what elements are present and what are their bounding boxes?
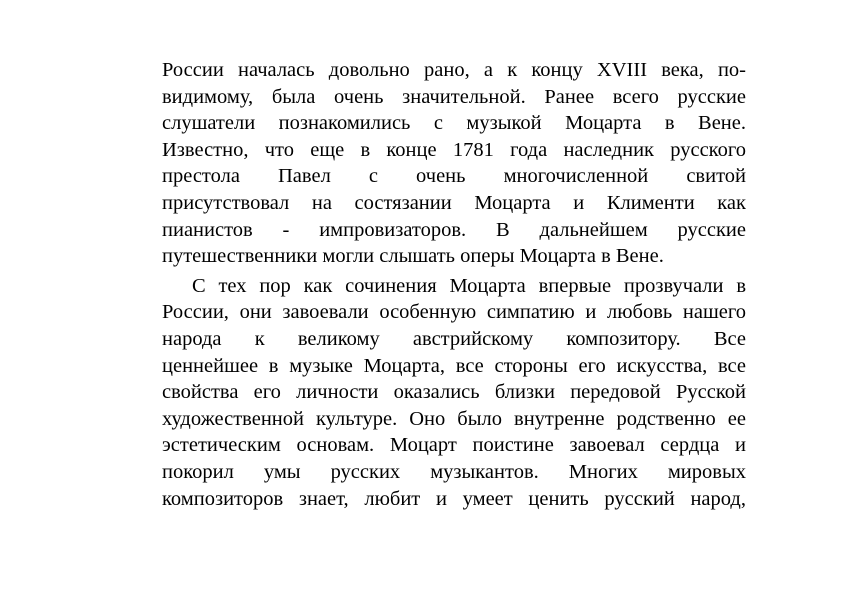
text-line: Известно, что еще в конце 1781 года наследник русского bbox=[162, 138, 746, 161]
text-line: свойства его личности оказались близки передовой Русской bbox=[162, 381, 746, 404]
text-line: художественной культуре. Оно было внутренне родственно ее bbox=[162, 407, 746, 430]
text-line: покорил умы русских музыкантов. Многих мировых bbox=[162, 460, 746, 483]
text-line: России, они завоевали особенную симпатию и любовь нашего bbox=[162, 301, 746, 324]
text-line: России началась довольно рано, а к концу XVIII века, по- bbox=[162, 59, 746, 81]
body-text bbox=[162, 57, 746, 512]
text-line: престола Павел с очень многочисленной свитой bbox=[162, 165, 746, 188]
text-line: ценнейшее в музыке Моцарта, все стороны его искусства, все bbox=[162, 354, 746, 377]
text-line: видимому, была очень значительной. Ранее всего русские bbox=[162, 85, 746, 108]
text-line: пианистов - импровизаторов. В дальнейшем русские bbox=[162, 218, 746, 241]
paragraph-1 bbox=[162, 57, 746, 270]
text-line: композиторов знает, любит и умеет ценить русский народ, bbox=[162, 487, 746, 510]
paragraph-2 bbox=[162, 273, 746, 512]
text-line: народа к великому австрийскому композитору. Все bbox=[162, 327, 746, 350]
text-line: эстетическим основам. Моцарт поистине завоевал сердца и bbox=[162, 434, 746, 457]
text-line: слушатели познакомились с музыкой Моцарта в Вене. bbox=[162, 112, 746, 135]
text-line: путешественники могли слышать оперы Моцарта в Вене. bbox=[162, 245, 664, 268]
text-line: С тех пор как сочинения Моцарта впервые прозвучали в bbox=[192, 274, 746, 297]
text-line: присутствовал на состязании Моцарта и Клименти как bbox=[162, 191, 746, 214]
